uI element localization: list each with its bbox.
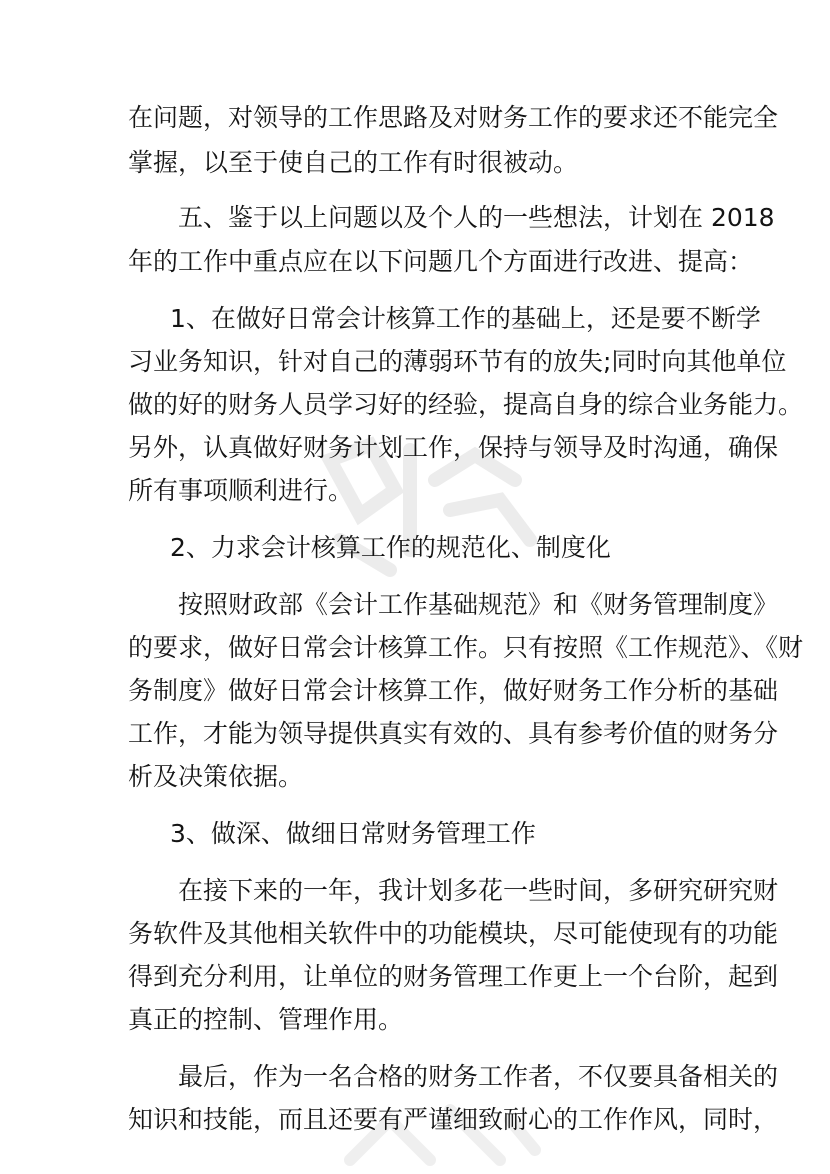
text-line-22	[0, 1100, 830, 1140]
text-line-3	[0, 198, 830, 238]
text-line-2	[0, 143, 830, 183]
line-text: 1、在做好日常会计核算工作的基础上，还是要不断学	[170, 304, 761, 333]
text-line-21	[0, 1057, 830, 1097]
line-text: 析及决策依据。	[128, 762, 304, 791]
text-line-7	[0, 385, 830, 425]
text-line-17	[0, 871, 830, 911]
text-line-1	[0, 98, 830, 138]
line-text: 真正的控制、管理作用。	[128, 1005, 404, 1034]
line-text: 年的工作中重点应在以下问题几个方面进行改进、提高：	[128, 247, 754, 276]
line-text: 的要求，做好日常会计核算工作。只有按照《工作规范》、《财	[128, 633, 804, 662]
text-line-5	[0, 299, 830, 339]
line-text: 务制度》做好日常会计核算工作，做好财务工作分析的基础	[128, 676, 779, 705]
text-line-15	[0, 757, 830, 797]
text-line-6	[0, 342, 830, 382]
line-text: 工作，才能为领导提供真实有效的、具有参考价值的财务分	[128, 719, 779, 748]
line-text: 习业务知识，针对自己的薄弱环节有的放失;同时向其他单位	[128, 347, 787, 376]
text-line-8	[0, 428, 830, 468]
line-text: 掌握，以至于使自己的工作有时很被动。	[128, 148, 579, 177]
text-line-10	[0, 528, 830, 568]
line-text: 最后，作为一名合格的财务工作者，不仅要具备相关的	[178, 1062, 779, 1091]
line-text: 3、做深、做细日常财务管理工作	[170, 819, 536, 848]
text-line-20	[0, 1000, 830, 1040]
line-text: 知识和技能，而且还要有严谨细致耐心的工作作风，同时，	[128, 1105, 779, 1134]
line-text: 得到充分利用，让单位的财务管理工作更上一个台阶，起到	[128, 962, 779, 991]
text-line-18	[0, 914, 830, 954]
text-line-16	[0, 814, 830, 854]
text-line-4	[0, 242, 830, 282]
text-line-19	[0, 957, 830, 997]
text-line-13	[0, 671, 830, 711]
line-text: 在问题，对领导的工作思路及对财务工作的要求还不能完全	[128, 103, 779, 132]
text-line-9	[0, 471, 830, 511]
line-text: 在接下来的一年，我计划多花一些时间，多研究研究财	[178, 876, 779, 905]
line-text: 按照财政部《会计工作基础规范》和《财务管理制度》	[178, 590, 779, 619]
text-line-11	[0, 585, 830, 625]
line-text: 2、力求会计核算工作的规范化、制度化	[170, 533, 611, 562]
text-line-12	[0, 628, 830, 668]
line-text: 五、鉴于以上问题以及个人的一些想法，计划在 2018	[178, 203, 775, 232]
line-text: 另外，认真做好财务计划工作，保持与领导及时沟通，确保	[128, 433, 779, 462]
line-text: 做的好的财务人员学习好的经验，提高自身的综合业务能力。	[128, 390, 804, 419]
line-text: 务软件及其他相关软件中的功能模块，尽可能使现有的功能	[128, 919, 779, 948]
text-line-14	[0, 714, 830, 754]
line-text: 所有事项顺利进行。	[128, 476, 354, 505]
